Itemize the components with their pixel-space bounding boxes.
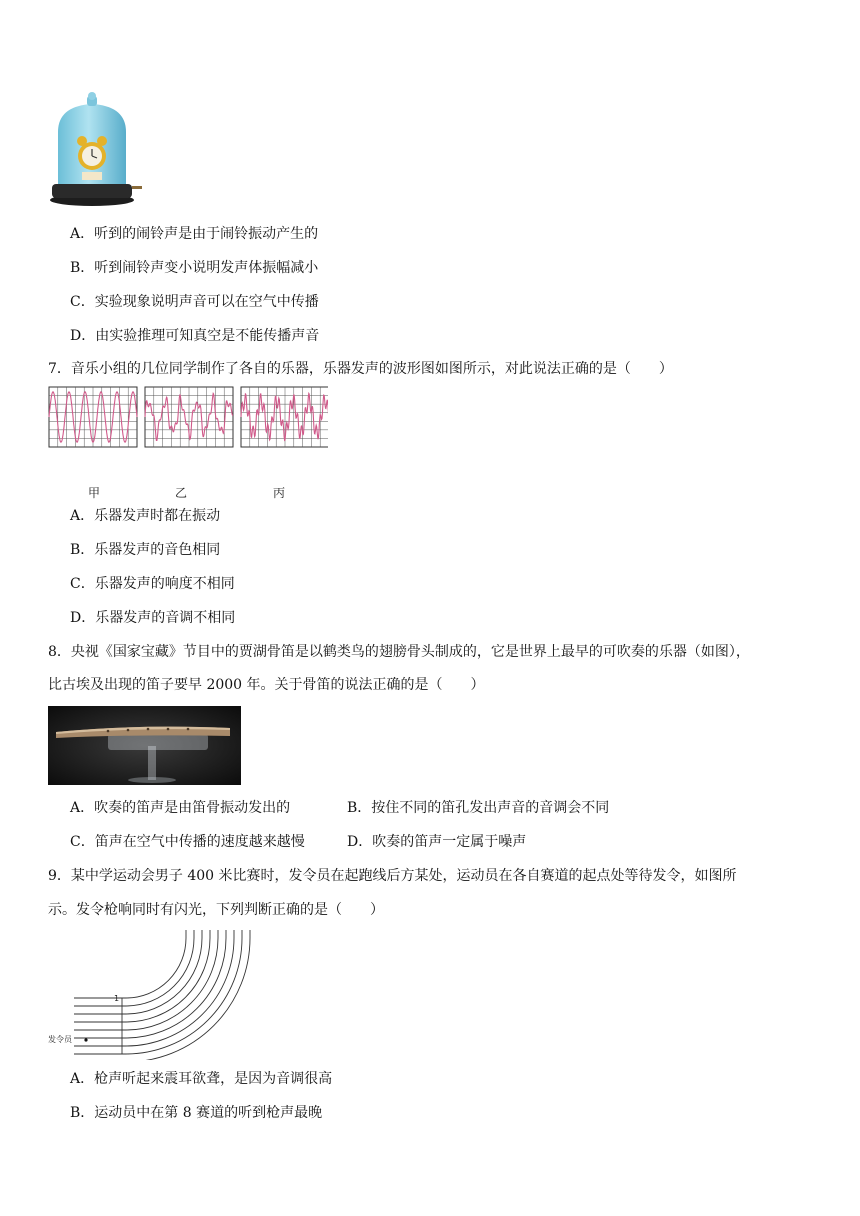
bone-flute-photo	[48, 706, 241, 785]
waveform-panel-jia	[49, 387, 137, 447]
q8-option-c: C．笛声在空气中传播的速度越来越慢	[70, 834, 305, 850]
q7-option-d: D．乐器发声的音调不相同	[70, 610, 236, 626]
q6-option-d: D．由实验推理可知真空是不能传播声音	[70, 328, 320, 344]
waveform-panel-bing	[241, 387, 328, 447]
q8-option-b: B．按住不同的笛孔发出声音的音调会不同	[347, 800, 610, 816]
q6-option-c: C．实验现象说明声音可以在空气中传播	[70, 294, 319, 310]
q7-option-a: A．乐器发声时都在振动	[70, 508, 221, 524]
bell-jar-alarm-clock-figure	[48, 92, 148, 207]
q6-option-b: B．听到闹铃声变小说明发声体振幅减小	[70, 260, 319, 276]
q6-option-a: A．听到的闹铃声是由于闹铃振动产生的	[70, 226, 319, 242]
waveform-panel-yi	[145, 387, 233, 447]
q9-stem-line1: 9．某中学运动会男子 400 米比赛时，发令员在起跑线后方某处，运动员在各自赛道的起点处等待发令，如图所	[48, 868, 737, 884]
q7-option-b: B．乐器发声的音色相同	[70, 542, 221, 558]
lane-1-label: 1	[114, 994, 120, 1003]
q7-option-c: C．乐器发声的响度不相同	[70, 576, 235, 592]
q8-option-d: D．吹奏的笛声一定属于噪声	[347, 834, 527, 850]
running-track-figure	[46, 930, 286, 1060]
waveform-panels-figure	[48, 386, 328, 450]
q7-stem: 7．音乐小组的几位同学制作了各自的乐器，乐器发声的波形图如图所示，对此说法正确的是（ ）	[48, 361, 673, 377]
q9-stem-line2: 示。发令枪响同时有闪光，下列判断正确的是（ ）	[48, 902, 384, 918]
q8-option-a: A．吹奏的笛声是由笛骨振动发出的	[70, 800, 291, 816]
q8-stem-line1: 8．央视《国家宝藏》节目中的贾湖骨笛是以鹤类鸟的翅膀骨头制成的，它是世界上最早的可吹奏的乐器（如图），	[48, 644, 750, 660]
q9-option-a: A．枪声听起来震耳欲聋，是因为音调很高	[70, 1071, 333, 1087]
q8-stem-line2: 比古埃及出现的笛子要早 2000 年。关于骨笛的说法正确的是（ ）	[48, 677, 485, 693]
wave-caption-bing: 丙	[273, 486, 286, 500]
q9-option-b: B．运动员中在第 8 赛道的听到枪声最晚	[70, 1105, 323, 1121]
wave-caption-jia: 甲	[88, 486, 101, 500]
wave-caption-yi: 乙	[175, 486, 188, 500]
starter-label: 发令员	[48, 1035, 72, 1044]
